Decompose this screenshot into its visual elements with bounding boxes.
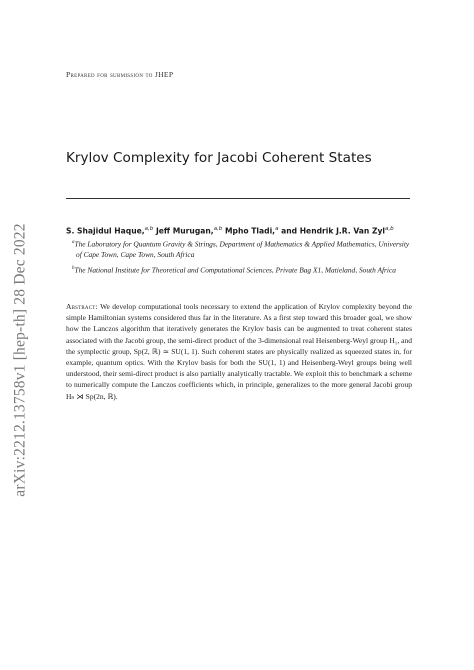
abstract-label: Abstract: [66,302,98,311]
author-affiliation-mark: a,b [385,226,394,232]
submission-note-text: Prepared for submission to [66,70,153,79]
author-affiliation-mark: a,b [144,226,154,232]
title-rule [66,198,410,199]
abstract-text: We develop computational tools necessary to extend the application of Krylov complexity beyond the simple Hamiltonian systems considered thus far in the literature. As a first step toward this broader goal, we show how the Lanczos algorithm that iteratively generates the Krylov basis can be augmented to treat coherent states associated with the Jacobi group, the semi-direct product of the 3-dimensional real Heisenberg-Weyl group H₁, and the symplectic group, Sp(2, ℝ) ≃ SU(1, 1). Such coherent states are physically realized as squeezed states in, for example, quantum optics. With the Krylov basis for both the SU(1, 1) and Heisenberg-Weyl groups being well understood, their semi-direct product is also partially analytically tractable. We exploit this to benchmark a scheme to numerically compute the Lanczos coefficients which, in principle, generalizes to the more general Jacobi group Hₙ ⋊ Sp(2n, ℝ). [66,302,412,401]
author-name: Jeff Murugan, [155,226,214,236]
affiliation-mark: b [72,266,75,271]
author-affiliation-mark: a [275,226,279,232]
submission-note [66,70,173,79]
paper-title: Krylov Complexity for Jacobi Coherent States [66,150,372,166]
affiliation-mark: a [72,240,75,245]
affiliation-text: The National Institute for Theoretical and Computational Sciences, Private Bag X1, Matieland, South Africa [74,265,396,275]
author-name: and Hendrik J.R. Van Zyl [281,226,386,236]
author-name: S. Shajidul Haque, [66,226,145,236]
journal-name: JHEP [154,70,174,79]
affiliation-b [66,264,412,276]
arxiv-identifier-stamp [6,210,36,510]
affiliation-a [66,238,412,260]
affiliation-text: The Laboratory for Quantum Gravity & Strings, Department of Mathematics & Applied Mathematics, University of Cape Town, Cape Town, South Africa [74,239,410,259]
arxiv-identifier-text: arXiv:2212.13758v1 [hep-th] 28 Dec 2022 [12,223,29,497]
abstract [66,301,412,402]
author-affiliation-mark: a,b [213,226,223,232]
author-name: Mpho Tladi, [224,226,276,236]
author-list [66,226,426,236]
